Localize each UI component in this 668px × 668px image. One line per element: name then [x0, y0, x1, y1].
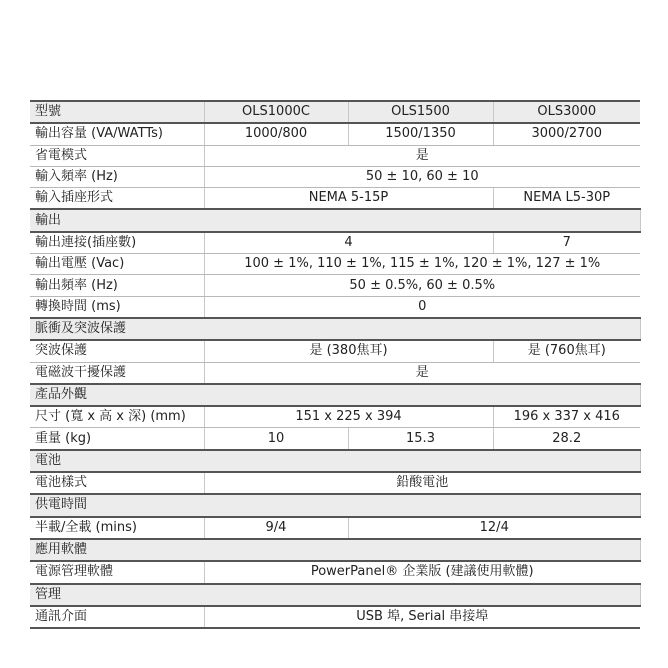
spec-label: 電磁波干擾保護	[30, 362, 204, 384]
section-row	[30, 318, 640, 340]
spec-row	[30, 517, 640, 539]
header-label: 型號	[30, 101, 204, 123]
section-row	[30, 384, 640, 406]
section-label: 輸出	[30, 209, 640, 231]
spec-value: 1500/1350	[348, 123, 493, 145]
spec-value: USB 埠, Serial 串接埠	[204, 606, 640, 628]
spec-label: 省電模式	[30, 145, 204, 166]
spec-value: 3000/2700	[493, 123, 640, 145]
spec-value: 100 ± 1%, 110 ± 1%, 115 ± 1%, 120 ± 1%, 127 ± 1%	[204, 254, 640, 275]
spec-label: 電源管理軟體	[30, 561, 204, 583]
spec-label: 突波保護	[30, 340, 204, 362]
section-label: 管理	[30, 584, 640, 606]
header-row	[30, 101, 640, 123]
spec-label: 輸出連接(插座數)	[30, 232, 204, 254]
spec-row	[30, 362, 640, 384]
spec-value: 7	[493, 232, 640, 254]
spec-label: 尺寸 (寬 x 高 x 深) (mm)	[30, 406, 204, 428]
spec-label: 轉換時間 (ms)	[30, 296, 204, 318]
spec-table	[30, 100, 641, 629]
spec-row	[30, 406, 640, 428]
section-label: 電池	[30, 450, 640, 472]
spec-value: 9/4	[204, 517, 348, 539]
spec-row	[30, 472, 640, 494]
section-row	[30, 450, 640, 472]
spec-label: 輸入插座形式	[30, 188, 204, 210]
spec-value: 是	[204, 362, 640, 384]
spec-row	[30, 123, 640, 145]
spec-value: 50 ± 10, 60 ± 10	[204, 166, 640, 187]
spec-value: 0	[204, 296, 640, 318]
spec-value: 15.3	[348, 428, 493, 450]
section-label: 應用軟體	[30, 539, 640, 561]
spec-row	[30, 340, 640, 362]
spec-value: 50 ± 0.5%, 60 ± 0.5%	[204, 275, 640, 296]
spec-row	[30, 188, 640, 210]
spec-row	[30, 296, 640, 318]
spec-label: 重量 (kg)	[30, 428, 204, 450]
spec-value: 是 (380焦耳)	[204, 340, 493, 362]
model-ols3000: OLS3000	[493, 101, 640, 123]
spec-value: 4	[204, 232, 493, 254]
spec-label: 輸出容量 (VA/WATTs)	[30, 123, 204, 145]
section-label: 產品外觀	[30, 384, 640, 406]
spec-row	[30, 232, 640, 254]
section-row	[30, 539, 640, 561]
spec-value: NEMA 5-15P	[204, 188, 493, 210]
spec-row	[30, 561, 640, 583]
spec-value: 12/4	[348, 517, 640, 539]
model-ols1500: OLS1500	[348, 101, 493, 123]
spec-value: 是 (760焦耳)	[493, 340, 640, 362]
spec-label: 半載/全載 (mins)	[30, 517, 204, 539]
spec-row	[30, 166, 640, 187]
spec-row	[30, 254, 640, 275]
section-row	[30, 584, 640, 606]
spec-value: PowerPanel® 企業版 (建議使用軟體)	[204, 561, 640, 583]
spec-value: 196 x 337 x 416	[493, 406, 640, 428]
spec-value: 10	[204, 428, 348, 450]
section-row	[30, 494, 640, 516]
section-row	[30, 209, 640, 231]
spec-table-body	[30, 101, 640, 628]
model-ols1000c: OLS1000C	[204, 101, 348, 123]
spec-value: NEMA L5-30P	[493, 188, 640, 210]
spec-value: 鉛酸電池	[204, 472, 640, 494]
spec-label: 輸出頻率 (Hz)	[30, 275, 204, 296]
spec-label: 電池樣式	[30, 472, 204, 494]
spec-row	[30, 145, 640, 166]
spec-value: 1000/800	[204, 123, 348, 145]
spec-label: 輸入頻率 (Hz)	[30, 166, 204, 187]
spec-row	[30, 275, 640, 296]
spec-value: 是	[204, 145, 640, 166]
spec-label: 通訊介面	[30, 606, 204, 628]
spec-label: 輸出電壓 (Vac)	[30, 254, 204, 275]
spec-row	[30, 428, 640, 450]
spec-value: 151 x 225 x 394	[204, 406, 493, 428]
section-label: 脈衝及突波保護	[30, 318, 640, 340]
spec-row	[30, 606, 640, 628]
spec-value: 28.2	[493, 428, 640, 450]
section-label: 供電時間	[30, 494, 640, 516]
